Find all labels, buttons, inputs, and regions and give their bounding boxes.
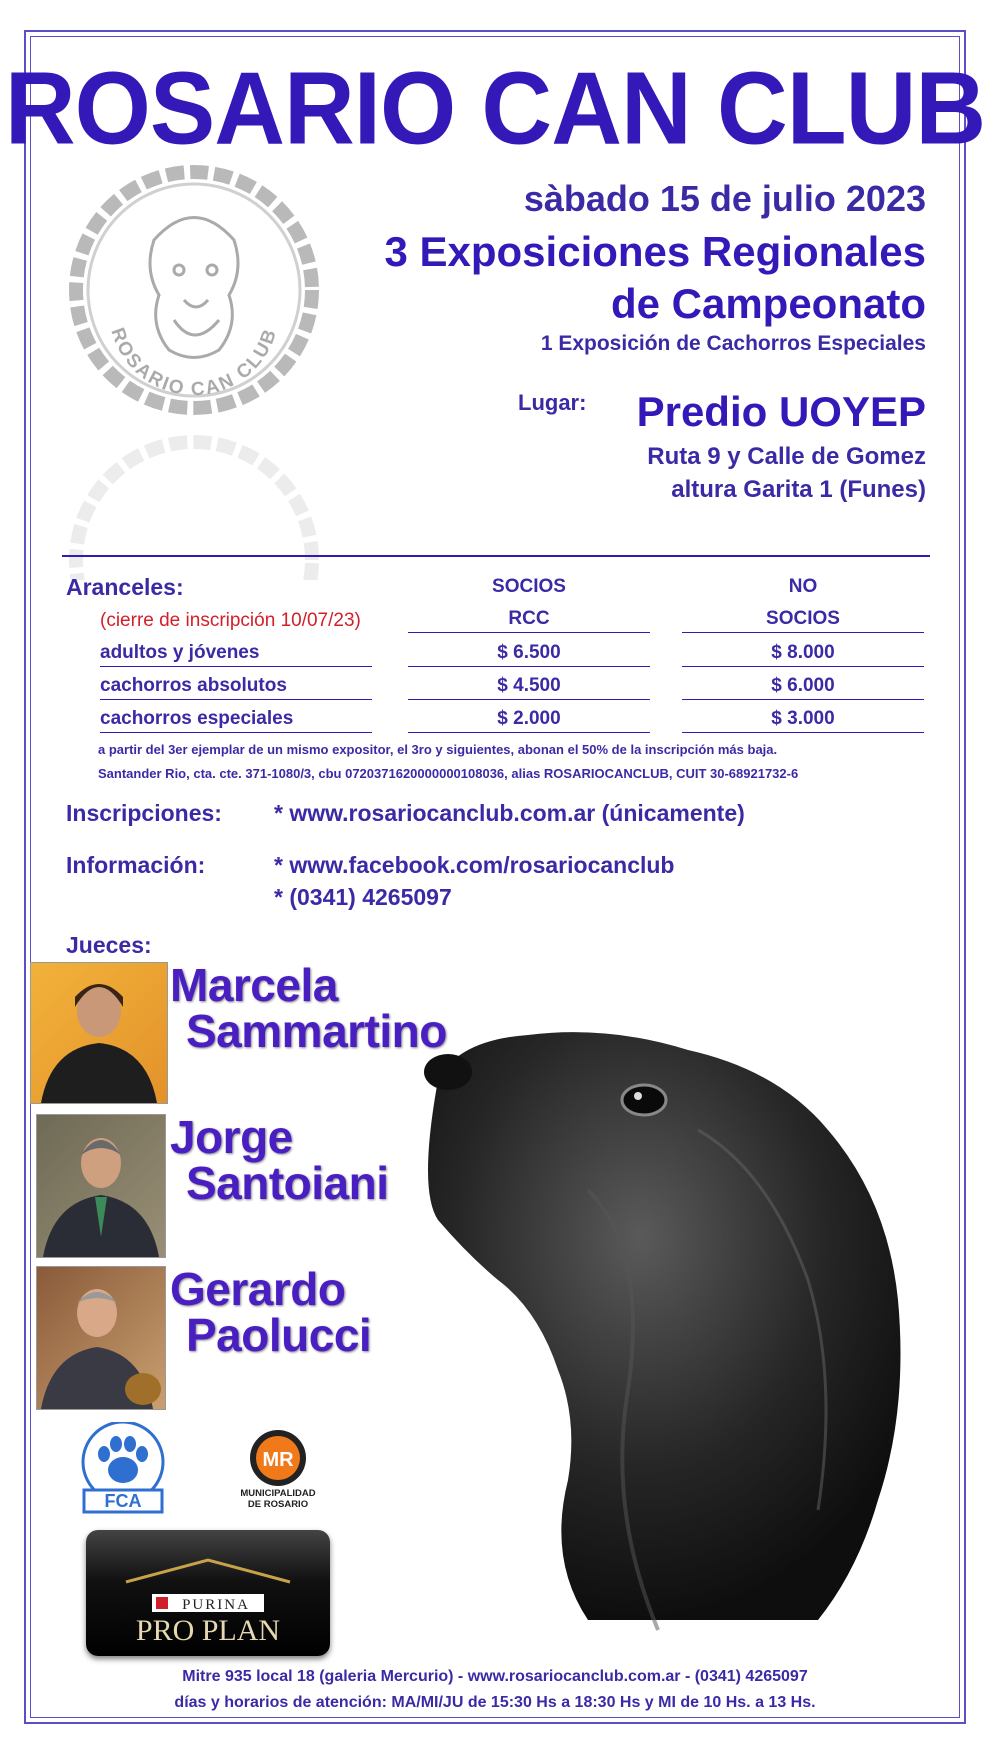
club-title: ROSARIO CAN CLUB: [4, 50, 986, 166]
event-title-2: de Campeonato: [610, 280, 926, 327]
judge-last-name: Paolucci: [186, 1309, 372, 1361]
club-logo: [64, 160, 324, 420]
lugar-label: Lugar:: [518, 390, 587, 415]
dog-eye: [622, 1085, 666, 1115]
purina-text: PURINA: [182, 1597, 250, 1613]
judge-photo-gerardo: [36, 1266, 166, 1410]
inscripciones-label: Inscripciones:: [66, 800, 222, 826]
facebook-link[interactable]: * www.facebook.com/rosariocanclub: [274, 852, 675, 878]
fee-no-socios: $ 8.000: [682, 642, 924, 667]
judge-photo-jorge: [36, 1114, 166, 1258]
discount-note: a partir del 3er ejemplar de un mismo expositor, el 3ro y siguientes, abonan el 50% de la inscripción más baja.: [98, 742, 778, 757]
judge-last-name: Sammartino: [186, 1005, 447, 1057]
judge-first-name: Gerardo: [170, 1263, 346, 1315]
logo-text: ROSARIO CAN CLUB: [106, 325, 282, 401]
fee-row-label: cachorros absolutos: [100, 675, 372, 700]
sheepdog-icon: [150, 218, 238, 358]
mr-text: MR: [262, 1449, 294, 1471]
fee-socios: $ 2.000: [408, 708, 650, 733]
fee-socios: $ 6.500: [408, 642, 650, 667]
fee-no-socios: $ 3.000: [682, 708, 924, 733]
purina-proplan-logo: [86, 1530, 330, 1656]
spaniel-illustration: [418, 1020, 958, 1660]
fee-row-label: cachorros especiales: [100, 708, 372, 733]
logo-reflection: [64, 430, 324, 580]
event-subtitle: 1 Exposición de Cachorros Especiales: [540, 332, 926, 355]
fees-title: Aranceles:: [66, 574, 184, 600]
inscripciones-link[interactable]: * www.rosariocanclub.com.ar (únicamente): [274, 800, 745, 826]
phone-number: * (0341) 4265097: [274, 884, 452, 910]
venue-name: Predio UOYEP: [636, 388, 926, 435]
socios-header-1: SOCIOS: [492, 576, 566, 597]
judge-last-name: Santoiani: [186, 1157, 389, 1209]
divider: [62, 555, 930, 557]
fee-socios: $ 4.500: [408, 675, 650, 700]
event-date: sàbado 15 de julio 2023: [523, 178, 926, 219]
footer-address: Mitre 935 local 18 (galeria Mercurio) - www.rosariocanclub.com.ar - (0341) 4265097: [182, 1668, 808, 1685]
checkerboard-icon: [156, 1597, 168, 1609]
fee-row-label: adultos y jóvenes: [100, 642, 372, 667]
footer-hours: días y horarios de atención: MA/MI/JU de 15:30 Hs a 18:30 Hs y MI de 10 Hs. a 13 Hs.: [174, 1694, 816, 1711]
muni-line-2: DE ROSARIO: [247, 1499, 309, 1510]
judge-photo-marcela: [30, 962, 168, 1104]
fca-logo: [78, 1422, 168, 1514]
municipalidad-logo: [228, 1428, 328, 1518]
muni-line-1: MUNICIPALIDAD: [240, 1488, 316, 1499]
judge-first-name: Jorge: [170, 1111, 293, 1163]
jueces-label: Jueces:: [66, 932, 152, 958]
proplan-text: PRO PLAN: [135, 1614, 281, 1647]
bank-note: Santander Rio, cta. cte. 371-1080/3, cbu 0720371620000000108036, alias ROSARIOCANCLUB, CUIT 30-68921732-6: [98, 766, 799, 781]
informacion-label: Información:: [66, 852, 206, 878]
dog-nose: [424, 1054, 472, 1090]
no-socios-header-2: SOCIOS: [682, 608, 924, 633]
fee-no-socios: $ 6.000: [682, 675, 924, 700]
venue-address-2: altura Garita 1 (Funes): [671, 476, 926, 503]
venue-address-1: Ruta 9 y Calle de Gomez: [647, 443, 926, 470]
judge-first-name: Marcela: [170, 959, 338, 1011]
event-title-1: 3 Exposiciones Regionales: [384, 228, 926, 275]
no-socios-header-1: NO: [788, 576, 818, 597]
socios-header-2: RCC: [408, 608, 650, 633]
fca-text: FCA: [104, 1491, 142, 1511]
deadline-note: (cierre de inscripción 10/07/23): [100, 610, 361, 631]
